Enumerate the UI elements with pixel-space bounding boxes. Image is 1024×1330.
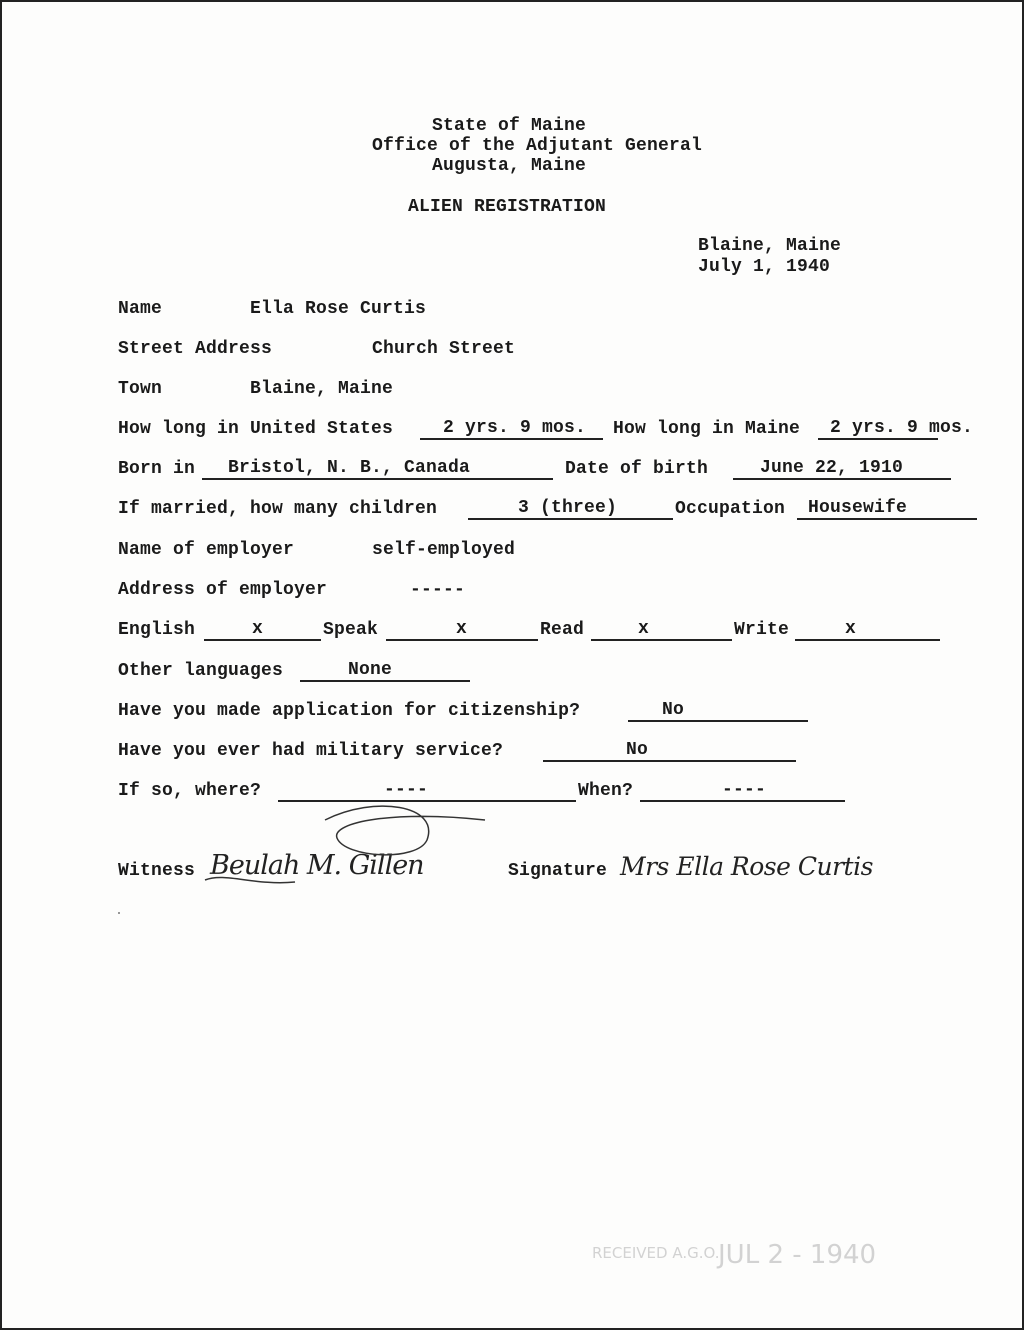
witness-label: Witness [118,861,196,881]
name-label: Name [118,299,163,319]
military-line [543,760,796,762]
received-stamp-date: JUL 2 - 1940 [718,1240,877,1270]
occupation-value: Housewife [808,498,908,518]
citizenship-line [628,720,808,722]
date: July 1, 1940 [698,257,831,277]
military-value: No [626,740,649,760]
us-duration-value: 2 yrs. 9 mos. [443,418,587,438]
read-value: x [638,619,650,639]
header-office: Office of the Adjutant General [372,136,703,156]
maine-duration-value: 2 yrs. 9 mos. [830,418,974,438]
name-value: Ella Rose Curtis [250,299,427,319]
witness-signature-flourish [195,800,515,890]
children-value: 3 (three) [518,498,618,518]
witness-signature: Beulah M. Gillen [210,850,424,881]
maine-duration-label: How long in Maine [613,419,801,439]
where-value: ---- [384,780,429,800]
us-duration-label: How long in United States [118,419,394,439]
born-in-value: Bristol, N. B., Canada [228,458,471,478]
received-stamp: RECEIVED A.G.O. [592,1244,720,1262]
read-line [591,639,732,641]
dob-label: Date of birth [565,459,709,479]
document-title: ALIEN REGISTRATION [408,197,607,217]
header-state: State of Maine [432,116,587,136]
where-label: If so, where? [118,781,262,801]
employer-address-value: ----- [410,580,466,600]
employer-value: self-employed [372,540,516,560]
children-label: If married, how many children [118,499,438,519]
place: Blaine, Maine [698,236,842,256]
employer-address-label: Address of employer [118,580,328,600]
other-languages-value: None [348,660,393,680]
town-label: Town [118,379,163,399]
signature-label: Signature [508,861,608,881]
write-value: x [845,619,857,639]
other-languages-label: Other languages [118,661,284,681]
paper-speck [118,912,120,914]
citizenship-value: No [662,700,685,720]
header-city: Augusta, Maine [432,156,587,176]
town-value: Blaine, Maine [250,379,394,399]
write-line [795,639,940,641]
write-label: Write [734,620,790,640]
occupation-label: Occupation [675,499,786,519]
speak-value: x [456,619,468,639]
english-label: English [118,620,196,640]
when-value: ---- [722,780,767,800]
english-value: x [252,619,264,639]
citizenship-label: Have you made application for citizenship? [118,701,581,721]
when-label: When? [578,781,634,801]
born-in-label: Born in [118,459,196,479]
applicant-signature: Mrs Ella Rose Curtis [620,852,873,881]
dob-value: June 22, 1910 [760,458,904,478]
employer-label: Name of employer [118,540,295,560]
speak-label: Speak [323,620,379,640]
military-label: Have you ever had military service? [118,741,504,761]
street-value: Church Street [372,339,516,359]
read-label: Read [540,620,585,640]
street-label: Street Address [118,339,273,359]
